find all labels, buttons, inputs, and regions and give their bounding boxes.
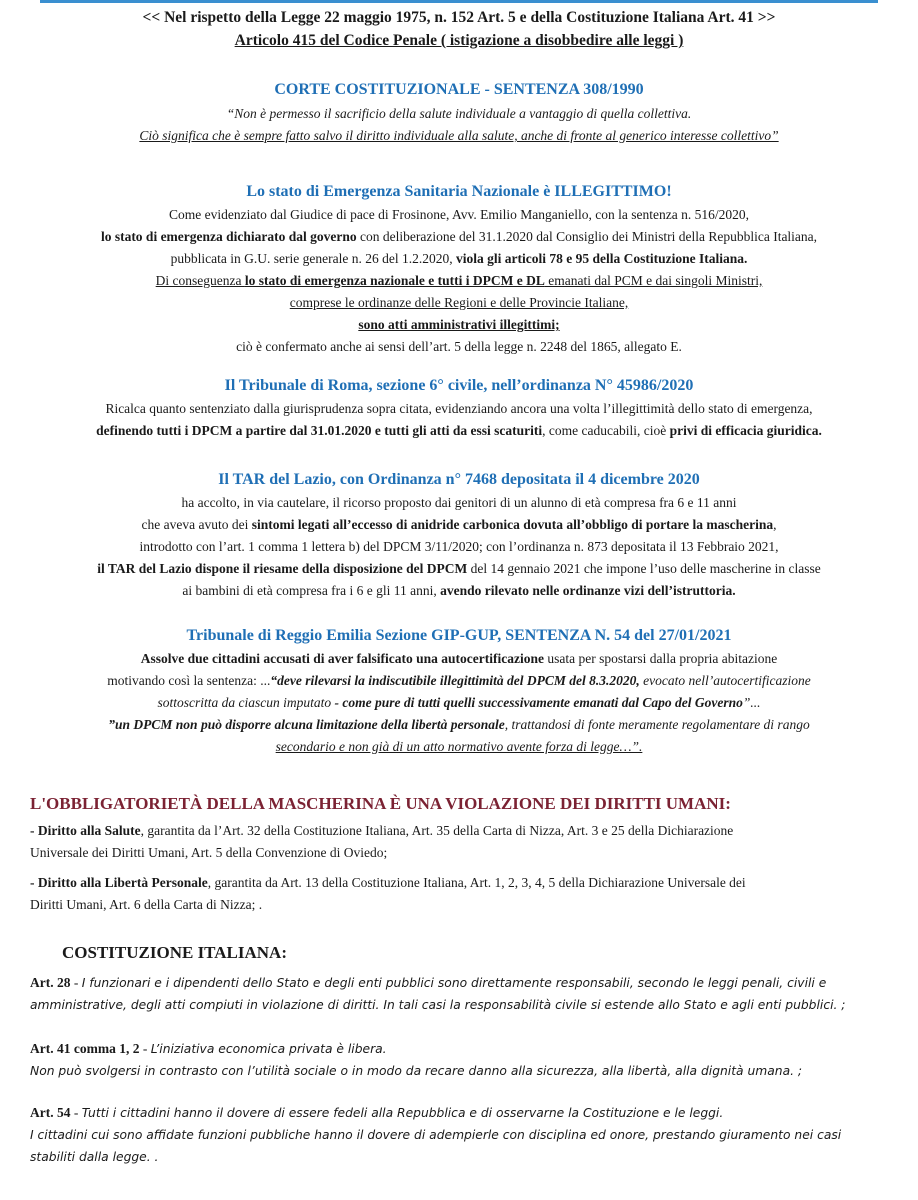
section-diritti — [30, 792, 890, 916]
corte-quote-1: “Non è permesso il sacrificio della salute individuale a vantaggio di quella collettiva. — [226, 106, 692, 121]
art28-line-1: Art. 28 - I funzionari e i dipendenti dello Stato e degli enti pubblici sono direttamente responsabili, secondo le leggi penali, civili e — [30, 975, 827, 990]
diritti-liberta-line-1: - Diritto alla Libertà Personale, garantita da Art. 13 della Costituzione Italiana, Art. 1, 2, 3, 4, 5 della Dichiarazione Universale dei — [30, 875, 746, 890]
reggio-line-4: ”un DPCM non può disporre alcuna limitazione della libertà personale, trattandosi di fonte meramente regolamentare di rango — [108, 717, 810, 732]
roma-line-2: definendo tutti i DPCM a partire dal 31.01.2020 e tutti gli atti da essi scaturiti, come caducabili, cioè privi di efficacia giuridica. — [96, 423, 822, 438]
section-roma — [0, 374, 918, 442]
emergenza-line-3: pubblicata in G.U. serie generale n. 26 del 1.2.2020, viola gli articoli 78 e 95 della Costituzione Italiana. — [170, 251, 748, 266]
reggio-line-1: Assolve due cittadini accusati di aver falsificato una autocertificazione usata per spostarsi dalla propria abitazione — [140, 651, 778, 666]
art54-line-2: I cittadini cui sono affidate funzioni pubbliche hanno il dovere di adempierle con disciplina ed onore, prestando giuramento nei casi — [30, 1128, 842, 1142]
section-reggio — [0, 624, 918, 758]
top-rule — [40, 0, 878, 3]
header-penal-code: Articolo 415 del Codice Penale ( istigazione a disobbedire alle leggi ) — [234, 32, 684, 49]
art41-label: Art. 41 comma 1, 2 — [30, 1041, 140, 1056]
costituzione-heading-wrap — [62, 941, 862, 965]
tar-line-1: ha accolto, in via cautelare, il ricorso proposto dai genitori di un alunno di età compresa fra 6 e 11 anni — [181, 495, 737, 510]
header — [0, 6, 918, 52]
tar-title: Il TAR del Lazio, con Ordinanza n° 7468 depositata il 4 dicembre 2020 — [218, 471, 700, 488]
roma-line-1: Ricalca quanto sentenziato dalla giurisprudenza sopra citata, evidenziando ancora una volta l’illegittimità dello stato di emergenza, — [105, 401, 813, 416]
article-28 — [30, 972, 900, 1016]
tar-line-4: il TAR del Lazio dispone il riesame della disposizione del DPCM del 14 gennaio 2021 che impone l’uso delle mascherine in classe — [97, 561, 821, 576]
art54-line-1: Art. 54 - Tutti i cittadini hanno il dovere di essere fedeli alla Repubblica e di osservarne la Costituzione e le leggi. — [30, 1105, 724, 1120]
article-41 — [30, 1038, 900, 1082]
diritti-salute-line-1: - Diritto alla Salute, garantita da l’Art. 32 della Costituzione Italiana, Art. 35 della Carta di Nizza, Art. 3 e 25 della Dichiarazione — [30, 823, 734, 838]
section-emergenza — [0, 180, 918, 358]
costituzione-title: COSTITUZIONE ITALIANA: — [62, 943, 287, 962]
diritti-title: L'OBBLIGATORIETÀ DELLA MASCHERINA È UNA VIOLAZIONE DEI DIRITTI UMANI: — [30, 794, 731, 813]
article-54 — [30, 1102, 900, 1168]
corte-quote-2: Ciò significa che è sempre fatto salvo il diritto individuale alla salute, anche di fronte al generico interesse collettivo” — [139, 128, 779, 143]
diritti-salute-line-2: Universale dei Diritti Umani, Art. 5 della Convenzione di Oviedo; — [30, 845, 388, 860]
reggio-line-3: sottoscritta da ciascun imputato - come pure di tutti quelli successivamente emanati dal Capo del Governo”... — [157, 695, 761, 710]
section-corte — [0, 78, 918, 147]
corte-title: CORTE COSTITUZIONALE - SENTENZA 308/1990 — [274, 81, 644, 98]
emergenza-title: Lo stato di Emergenza Sanitaria Nazionale è ILLEGITTIMO! — [246, 183, 672, 200]
art28-label: Art. 28 — [30, 975, 71, 990]
art54-line-3: stabiliti dalla legge. . — [30, 1150, 159, 1164]
diritti-liberta-line-2: Diritti Umani, Art. 6 della Carta di Nizza; . — [30, 897, 263, 912]
tar-line-2: che aveva avuto dei sintomi legati all’eccesso di anidride carbonica dovuta all’obbligo di portare la mascherina, — [141, 517, 777, 532]
emergenza-line-7: ciò è confermato anche ai sensi dell’art. 5 della legge n. 2248 del 1865, allegato E. — [236, 339, 682, 354]
reggio-line-2: motivando così la sentenza: ...“deve rilevarsi la indiscutibile illegittimità del DPCM del 8.3.2020, evocato nell’autocertificazione — [107, 673, 811, 688]
art41-line-1: Art. 41 comma 1, 2 - L’iniziativa economica privata è libera. — [30, 1041, 387, 1056]
reggio-line-5: secondario e non già di un atto normativo avente forza di legge…”. — [275, 739, 643, 754]
tar-line-3: introdotto con l’art. 1 comma 1 lettera b) del DPCM 3/11/2020; con l’ordinanza n. 873 depositata il 13 Febbraio 2021, — [139, 539, 779, 554]
emergenza-line-6: sono atti amministrativi illegittimi; — [358, 317, 560, 332]
art41-line-2: Non può svolgersi in contrasto con l’utilità sociale o in modo da recare danno alla sicurezza, alla libertà, alla dignità umana. ; — [30, 1064, 803, 1078]
emergenza-line-4: Di conseguenza lo stato di emergenza nazionale e tutti i DPCM e DL emanati dal PCM e dai singoli Ministri, — [155, 273, 763, 288]
emergenza-line-2: lo stato di emergenza dichiarato dal governo con deliberazione del 31.1.2020 dal Consiglio dei Ministri della Repubblica Italiana, — [100, 229, 818, 244]
section-tar — [0, 468, 918, 602]
art28-line-2: amministrative, degli atti compiuti in violazione di diritti. In tali casi la responsabilità civile si estende allo Stato e agli enti pubblici. ; — [30, 998, 846, 1012]
roma-title: Il Tribunale di Roma, sezione 6° civile, nell’ordinanza N° 45986/2020 — [224, 377, 694, 394]
emergenza-line-5: comprese le ordinanze delle Regioni e delle Provincie Italiane, — [289, 295, 629, 310]
emergenza-line-1: Come evidenziato dal Giudice di pace di Frosinone, Avv. Emilio Manganiello, con la sentenza n. 516/2020, — [169, 207, 749, 222]
art54-label: Art. 54 — [30, 1105, 71, 1120]
header-law-reference: << Nel rispetto della Legge 22 maggio 1975, n. 152 Art. 5 e della Costituzione Italiana Art. 41 >> — [142, 9, 776, 26]
tar-line-5: ai bambini di età compresa fra i 6 e gli 11 anni, avendo rilevato nelle ordinanze vizi dell’istruttoria. — [182, 583, 736, 598]
reggio-title: Tribunale di Reggio Emilia Sezione GIP-GUP, SENTENZA N. 54 del 27/01/2021 — [186, 627, 732, 644]
